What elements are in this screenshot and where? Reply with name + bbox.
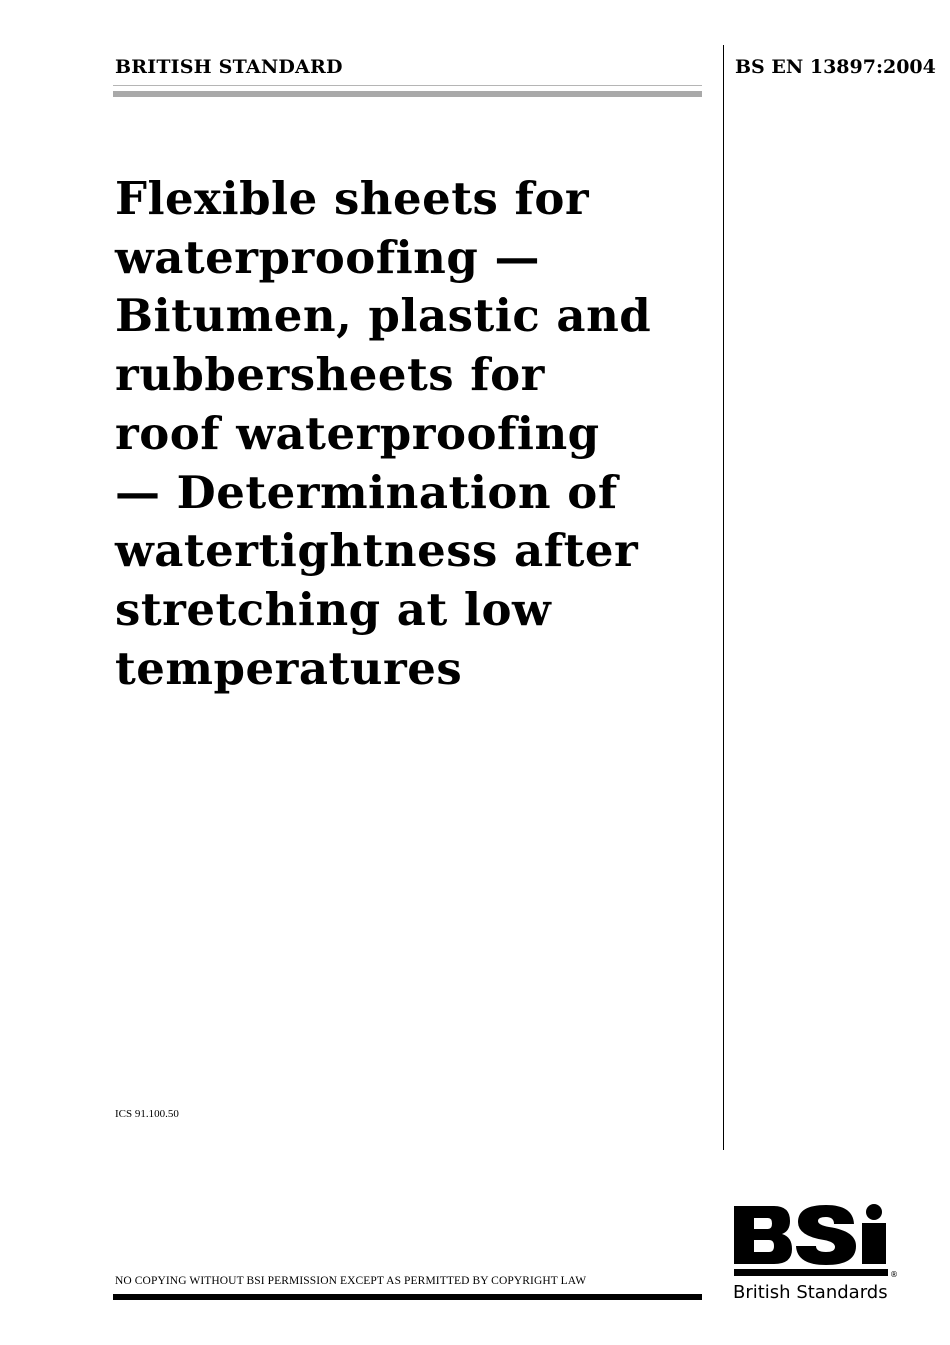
ics-code: ICS 91.100.50 xyxy=(115,1108,179,1120)
bsi-logo-letter-s xyxy=(796,1205,856,1265)
title-line: waterproofing — xyxy=(115,230,541,284)
title-line: — Determination of xyxy=(115,465,618,519)
title-line: temperatures xyxy=(115,641,463,695)
document-title xyxy=(115,170,715,698)
title-line: Flexible sheets for xyxy=(115,172,590,225)
title-line: stretching at low xyxy=(115,582,552,636)
bsi-logo-letter-b xyxy=(734,1206,792,1264)
footer-rule xyxy=(113,1294,702,1300)
title-line: roof waterproofing xyxy=(115,406,600,460)
bsi-logo-subtitle: British Standards xyxy=(733,1282,888,1303)
bsi-logo-bar xyxy=(734,1269,888,1276)
title-line: rubbersheets for xyxy=(115,348,545,402)
bsi-logo-registered: ® xyxy=(890,1270,898,1279)
header-rule-thin xyxy=(113,85,702,86)
copyright-notice: NO COPYING WITHOUT BSI PERMISSION EXCEPT AS PERMITTED BY COPYRIGHT LAW xyxy=(115,1275,587,1287)
header-standard-label: BRITISH STANDARD xyxy=(115,56,343,78)
bsi-logo-letter-i-stem xyxy=(862,1223,886,1264)
column-divider xyxy=(723,45,724,1150)
title-line: watertightness after xyxy=(115,524,639,578)
bsi-logo-letter-i-dot xyxy=(866,1204,882,1220)
header-standard-number: BS EN 13897:2004 xyxy=(735,56,936,78)
header-rule-thick xyxy=(113,91,702,97)
title-line: Bitumen, plastic and xyxy=(115,289,652,343)
